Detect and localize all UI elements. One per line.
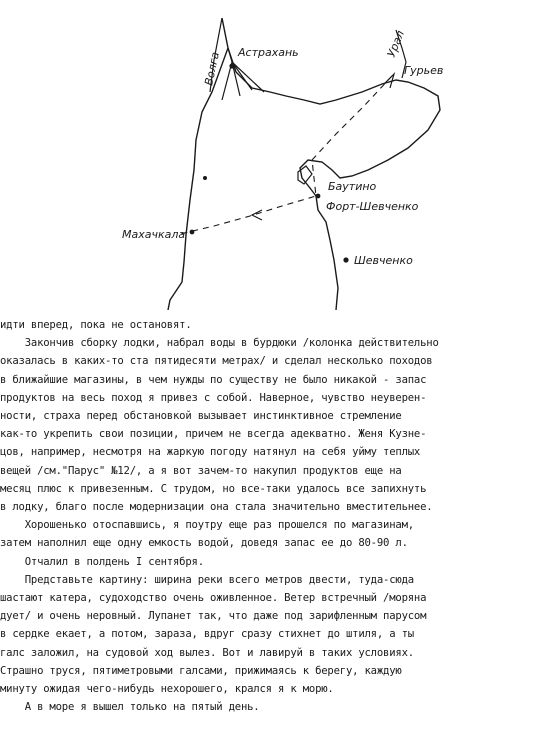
guryev-label: Гурьев	[404, 64, 444, 77]
text-line: ности, страха перед обстановкой вызывает инстинктивное стремление	[0, 410, 402, 422]
text-line: продуктов на весь поход я привез с собой. Наверное, чувство неуверен-	[0, 391, 427, 404]
astrakhan-dot	[229, 63, 234, 68]
bautino-label: Баутино	[328, 180, 377, 193]
route-arrow-west	[252, 210, 262, 220]
text-line: Страшно труся, пятиметровыми галсами, прижимаясь к берегу, каждую	[0, 664, 402, 677]
text-line: минуту ожидая чего-нибудь нехорошего, крался я к морю.	[0, 683, 334, 695]
text-line: вещей /см."Парус" №12/, а я вот зачем-то накупил продуктов еще на	[0, 464, 402, 477]
typewritten-text	[0, 316, 550, 714]
text-line: оказалась в каких-то ста пятидесяти метрах/ и сделал несколько походов	[0, 355, 433, 368]
text-line: дует/ и очень неровный. Лупанет так, что даже под зарифленным парусом	[0, 610, 427, 623]
astrakhan-label: Астрахань	[238, 46, 299, 59]
text-line: цов, например, несмотря на жаркую погоду натянул на себя уйму теплых	[0, 446, 421, 459]
text-line: в ближайшие магазины, в чем нужды по существу не было никакой - запас	[0, 373, 427, 386]
route-map	[0, 0, 550, 310]
shevchenko-label: Шевченко	[354, 254, 413, 267]
text-line: в лодку, благо после модернизации она стала значительно вместительнее.	[0, 501, 433, 513]
text-line: в сердке екает, а потом, зараза, вдруг сразу стихнет до штиля, а ты	[0, 628, 414, 641]
text-line: Представьте картину: ширина реки всего метров двести, туда-сюда	[0, 573, 414, 586]
text-line: как-то укрепить свои позиции, причем не всегда адекватно. Женя Кузне-	[0, 428, 427, 441]
bautino-dot	[316, 194, 321, 199]
volga-label: Волга	[202, 50, 222, 87]
ural-label: Урал	[384, 28, 408, 60]
route-arrow-north	[384, 74, 394, 88]
text-line: месяц плюс к привезенным. С трудом, но все-таки удалось все запихнуть	[0, 482, 427, 495]
makhachkala-dot	[190, 230, 195, 235]
fort-shevchenko-label: Форт-Шевченко	[326, 200, 419, 213]
text-line: затем наполнил еще одну емкость водой, доведя запас ее до 80-90 л.	[0, 537, 408, 550]
text-line: шастают катера, судоходство очень оживленное. Ветер встречный /моряна	[0, 592, 427, 604]
text-line: идти вперед, пока не остановят.	[0, 319, 192, 331]
text-line: Закончив сборку лодки, набрал воды в бурдюки /колонка действительно	[0, 337, 439, 350]
text-line: галс заложил, на судовой ход вылез. Вот и лавируй в таких условиях.	[0, 646, 414, 659]
text-line: А в море я вышел только на пятый день.	[0, 701, 260, 714]
makhachkala-label: Махачкала	[122, 228, 186, 241]
text-line: Хорошенько отоспавшись, я поутру еще раз прошелся по магазинам,	[0, 519, 414, 532]
shore-dot	[203, 176, 207, 180]
text-line: Отчалил в полдень I сентября.	[0, 555, 204, 568]
shevchenko-dot	[343, 257, 348, 262]
caspian-sea-map	[0, 0, 550, 310]
